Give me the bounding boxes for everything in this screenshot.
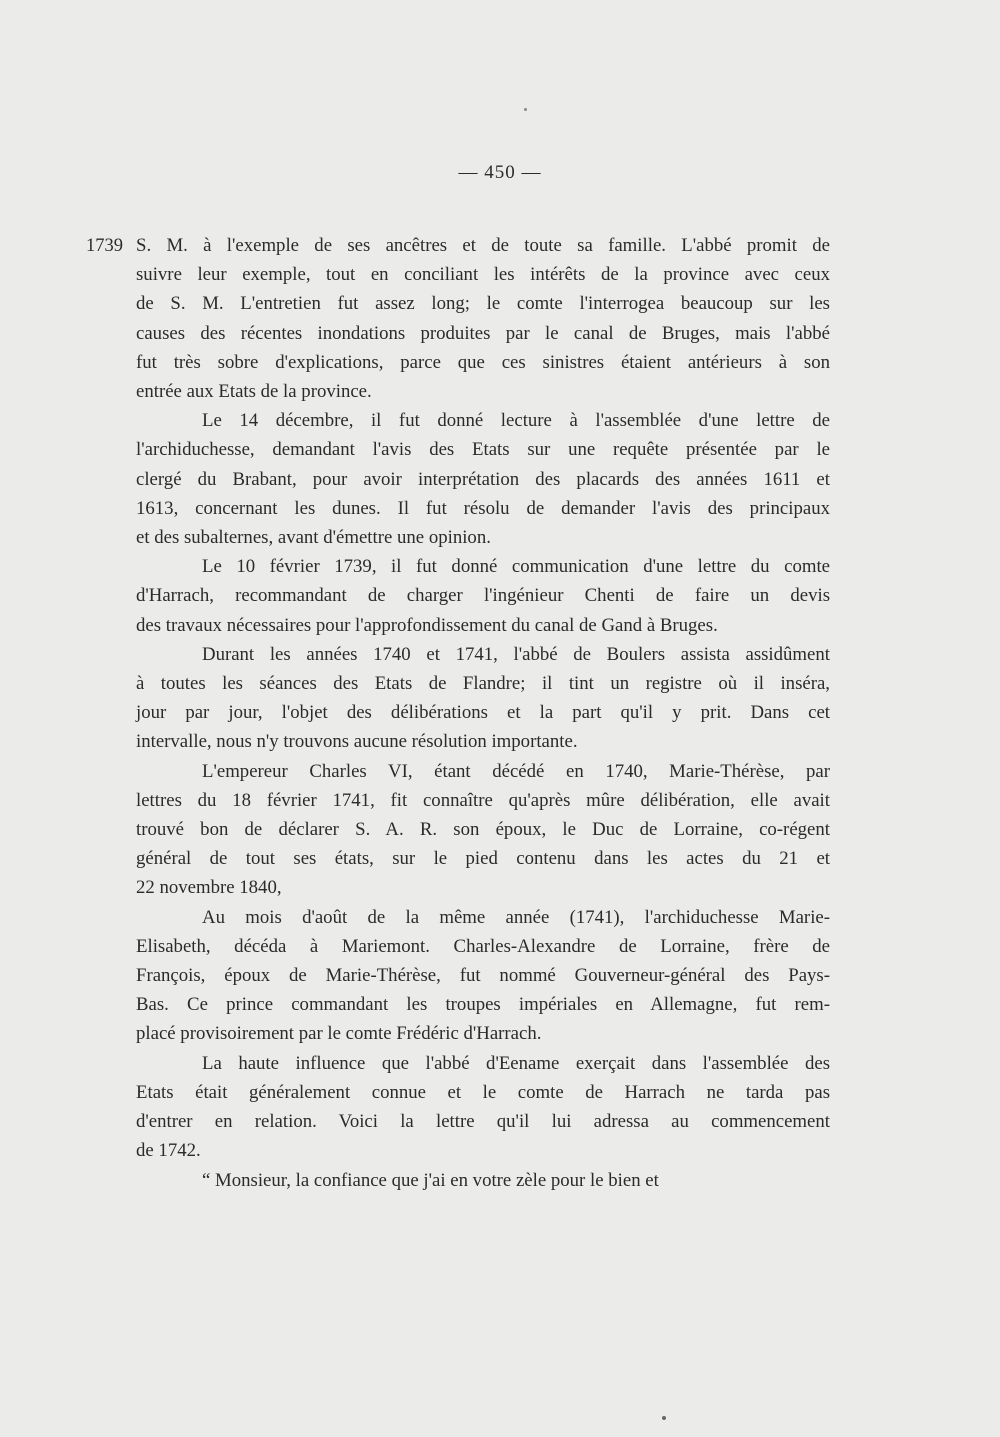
text-line: d'entrer en relation. Voici la lettre qu'il lui adressa au commencement (136, 1111, 830, 1133)
text-line: 1613, concernant les dunes. Il fut résolu de demander l'avis des principaux (136, 497, 830, 519)
paragraph (136, 757, 830, 903)
text-line: Au mois d'août de la même année (1741), l'archiduchesse Marie- (202, 906, 830, 928)
paragraph (136, 640, 830, 757)
text-line: entrée aux Etats de la province. (136, 381, 372, 403)
paper-speck (524, 108, 527, 111)
page-number: — 450 — (458, 162, 542, 183)
paragraph (136, 903, 830, 1049)
paragraph (136, 552, 830, 640)
text-line: à toutes les séances des Etats de Flandre; il tint un registre où il inséra, (136, 673, 830, 695)
text-line: trouvé bon de déclarer S. A. R. son époux, le Duc de Lorraine, co-régent (136, 819, 830, 841)
body-text (136, 231, 830, 1195)
text-line: de S. M. L'entretien fut assez long; le comte l'interrogea beaucoup sur les (136, 293, 830, 315)
paper-speck (662, 1416, 666, 1420)
text-line: Le 10 février 1739, il fut donné communication d'une lettre du comte (202, 556, 830, 578)
text-line: fut très sobre d'explications, parce que ces sinistres étaient antérieurs à son (136, 351, 830, 373)
text-line: S. M. à l'exemple de ses ancêtres et de toute sa famille. L'abbé promit de (136, 235, 830, 256)
text-line: Bas. Ce prince commandant les troupes impériales en Allemagne, fut rem- (136, 994, 830, 1016)
text-line: La haute influence que l'abbé d'Eename exerçait dans l'assemblée des (202, 1052, 830, 1074)
paragraph (136, 231, 830, 406)
margin-year: 1739 (86, 236, 123, 256)
text-line: et des subalternes, avant d'émettre une opinion. (136, 527, 491, 549)
text-line: l'archiduchesse, demandant l'avis des Etats sur une requête présentée par le (136, 439, 830, 461)
text-line: “ Monsieur, la confiance que j'ai en votre zèle pour le bien et (202, 1169, 659, 1191)
paragraph (136, 1049, 830, 1166)
text-line: Durant les années 1740 et 1741, l'abbé de Boulers assista assidûment (202, 643, 830, 665)
text-line: de 1742. (136, 1140, 201, 1162)
text-line: Elisabeth, décéda à Mariemont. Charles-Alexandre de Lorraine, frère de (136, 935, 830, 957)
text-line: jour par jour, l'objet des délibérations et la part qu'il y prit. Dans cet (136, 702, 830, 724)
paragraph (136, 1166, 830, 1195)
text-line: clergé du Brabant, pour avoir interprétation des placards des années 1611 et (136, 468, 830, 490)
text-line: L'empereur Charles VI, étant décédé en 1740, Marie-Thérèse, par (202, 760, 830, 782)
paragraph (136, 406, 830, 552)
text-line: 22 novembre 1840, (136, 877, 282, 899)
text-line: d'Harrach, recommandant de charger l'ingénieur Chenti de faire un devis (136, 585, 830, 607)
text-line: lettres du 18 février 1741, fit connaître qu'après mûre délibération, elle avait (136, 789, 830, 811)
text-line: Le 14 décembre, il fut donné lecture à l'assemblée d'une lettre de (202, 410, 830, 432)
text-line: placé provisoirement par le comte Frédéric d'Harrach. (136, 1023, 542, 1045)
text-line: intervalle, nous n'y trouvons aucune résolution importante. (136, 731, 578, 753)
text-line: Etats était généralement connue et le comte de Harrach ne tarda pas (136, 1081, 830, 1103)
text-line: causes des récentes inondations produites par le canal de Bruges, mais l'abbé (136, 322, 830, 344)
text-line: général de tout ses états, sur le pied contenu dans les actes du 21 et (136, 848, 830, 870)
text-line: suivre leur exemple, tout en conciliant les intérêts de la province avec ceux (136, 264, 830, 286)
text-line: des travaux nécessaires pour l'approfondissement du canal de Gand à Bruges. (136, 614, 718, 636)
text-line: François, époux de Marie-Thérèse, fut nommé Gouverneur-général des Pays- (136, 965, 830, 987)
